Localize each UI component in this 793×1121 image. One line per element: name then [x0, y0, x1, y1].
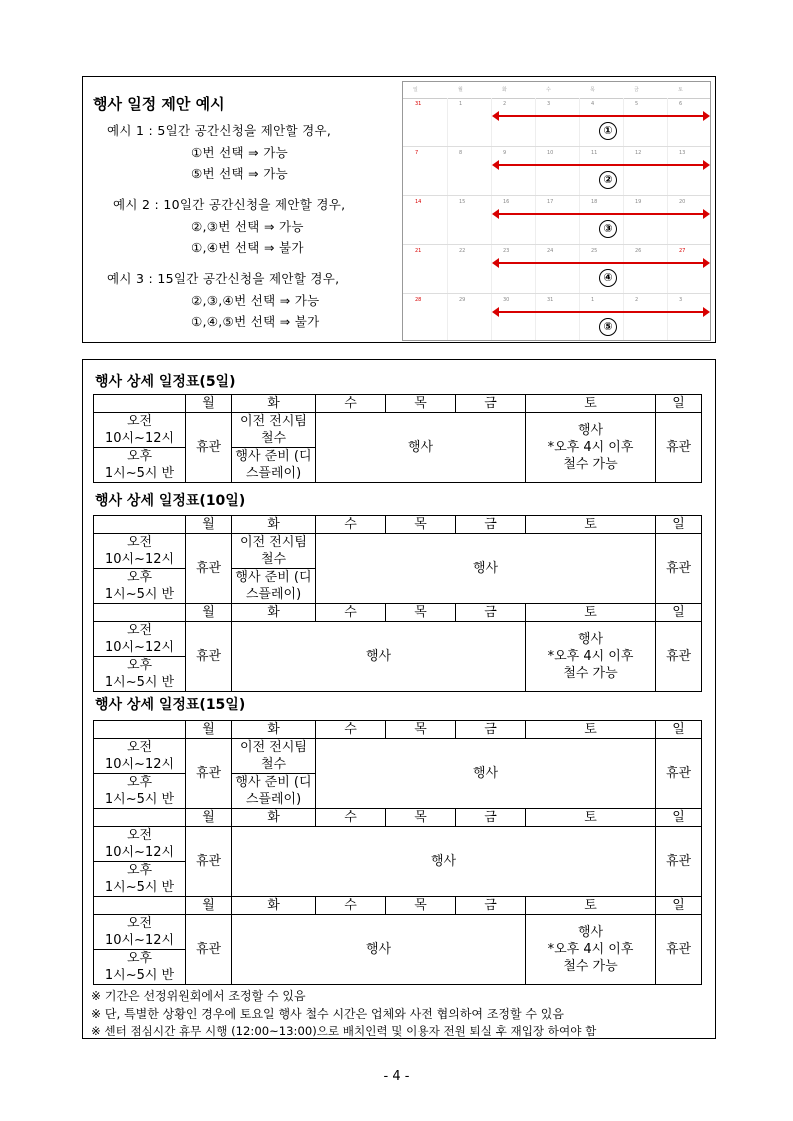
table-cell: 휴관 [186, 622, 232, 692]
calendar-day: 24 [547, 248, 554, 254]
table-cell: 목 [386, 604, 456, 622]
table-cell: 월 [186, 604, 232, 622]
calendar-day: 14 [415, 199, 422, 205]
table-header-row [94, 516, 702, 534]
table-cell: 행사 *오후 4시 이후 철수 가능 [526, 915, 656, 985]
table-cell: 목 [386, 897, 456, 915]
table-cell [94, 516, 186, 534]
table-cell [94, 809, 186, 827]
table-cell: 수 [316, 809, 386, 827]
table-cell: 금 [456, 721, 526, 739]
table-cell: 화 [232, 516, 316, 534]
example-line: ②,③번 선택 ⇒ 가능 [191, 219, 304, 234]
calendar-day: 13 [679, 150, 686, 156]
table-cell: 화 [232, 809, 316, 827]
table-cell: 휴관 [656, 622, 702, 692]
table-cell: 오전 10시~12시 [94, 915, 186, 950]
calendar-day: 21 [415, 248, 422, 254]
table-cell [94, 721, 186, 739]
example-line: ①,④번 선택 ⇒ 불가 [191, 240, 304, 255]
table-header-row [94, 897, 702, 915]
table-cell: 수 [316, 897, 386, 915]
calendar-week [403, 147, 710, 196]
weekday-label: 목 [590, 87, 595, 93]
table-cell: 수 [316, 604, 386, 622]
calendar-day: 31 [547, 297, 554, 303]
calendar-day: 6 [679, 101, 683, 107]
table-cell [94, 897, 186, 915]
weekday-label: 월 [458, 87, 463, 93]
table-header-row [94, 604, 702, 622]
table-cell: 월 [186, 395, 232, 413]
table-cell: 행사 [232, 827, 656, 897]
weekday-label: 금 [634, 87, 639, 93]
table-cell: 월 [186, 721, 232, 739]
schedule-table-5 [93, 394, 702, 483]
calendar-image [402, 81, 711, 341]
weekday-label: 수 [546, 87, 551, 93]
note-line: ※ 센터 점심시간 휴무 시행 (12:00~13:00)으로 배치인력 및 이용자 전원 퇴실 후 재입장 하여야 함 [91, 1024, 597, 1038]
table-cell: 행사 [316, 413, 526, 483]
table-cell: 일 [656, 604, 702, 622]
note-line: ※ 단, 특별한 상황인 경우에 토요일 행사 철수 시간은 업체와 사전 협의하여 조정할 수 있음 [91, 1007, 564, 1021]
range-arrow [498, 311, 704, 313]
table-cell: 토 [526, 897, 656, 915]
example-line: ①번 선택 ⇒ 가능 [191, 145, 288, 160]
table-cell: 행사 준비 (디스플레이) [232, 774, 316, 809]
table-cell: 토 [526, 395, 656, 413]
calendar-day: 15 [459, 199, 466, 205]
table-cell: 오전 10시~12시 [94, 534, 186, 569]
example-line: ①,④,⑤번 선택 ⇒ 불가 [191, 314, 320, 329]
calendar-day: 12 [635, 150, 642, 156]
schedule-table-10 [93, 515, 702, 692]
table-cell: 휴관 [656, 739, 702, 809]
table-cell [94, 395, 186, 413]
calendar-day: 7 [415, 150, 419, 156]
calendar-day: 11 [591, 150, 598, 156]
table-cell: 금 [456, 809, 526, 827]
table-row [94, 915, 702, 950]
range-arrow [498, 115, 704, 117]
table-cell: 수 [316, 516, 386, 534]
table-cell: 화 [232, 395, 316, 413]
table-cell: 일 [656, 721, 702, 739]
calendar-day: 26 [635, 248, 642, 254]
table-cell: 이전 전시팀 철수 [232, 739, 316, 774]
week-marker: ② [599, 171, 617, 189]
table-cell: 이전 전시팀 철수 [232, 534, 316, 569]
table-cell: 일 [656, 516, 702, 534]
calendar-day: 22 [459, 248, 466, 254]
table-cell: 오후 1시~5시 반 [94, 448, 186, 483]
range-arrow [498, 262, 704, 264]
table-cell: 휴관 [656, 413, 702, 483]
table-cell: 화 [232, 604, 316, 622]
example-line: ⑤번 선택 ⇒ 가능 [191, 166, 288, 181]
table-cell: 휴관 [186, 915, 232, 985]
table-cell: 휴관 [656, 534, 702, 604]
table-cell: 휴관 [186, 413, 232, 483]
table-row [94, 413, 702, 448]
week-marker: ③ [599, 220, 617, 238]
table-cell: 오전 10시~12시 [94, 739, 186, 774]
weekday-label: 토 [678, 87, 683, 93]
schedule-table-15 [93, 720, 702, 985]
table-cell: 일 [656, 897, 702, 915]
calendar-day: 16 [503, 199, 510, 205]
calendar-day: 3 [547, 101, 551, 107]
table-cell: 행사 준비 (디스플레이) [232, 448, 316, 483]
table-cell: 금 [456, 604, 526, 622]
table-cell: 금 [456, 516, 526, 534]
table-cell: 휴관 [186, 534, 232, 604]
range-arrow [498, 213, 704, 215]
table-cell: 토 [526, 721, 656, 739]
example-line: 예시 3 : 15일간 공간신청을 제안할 경우, [107, 271, 340, 286]
table-cell [94, 604, 186, 622]
table-cell: 월 [186, 809, 232, 827]
range-arrow [498, 164, 704, 166]
table-cell: 오후 1시~5시 반 [94, 950, 186, 985]
table-cell: 오후 1시~5시 반 [94, 862, 186, 897]
table-cell: 일 [656, 809, 702, 827]
calendar-day: 23 [503, 248, 510, 254]
calendar-day: 9 [503, 150, 507, 156]
table-cell: 행사 준비 (디스플레이) [232, 569, 316, 604]
page-number: - 4 - [383, 1069, 410, 1084]
table-cell: 목 [386, 516, 456, 534]
calendar-week [403, 245, 710, 294]
table-cell: 오후 1시~5시 반 [94, 657, 186, 692]
calendar-day: 10 [547, 150, 554, 156]
calendar-header [403, 82, 710, 99]
calendar-week [403, 196, 710, 245]
calendar-day: 5 [635, 101, 639, 107]
example-line: 예시 2 : 10일간 공간신청을 제안할 경우, [113, 197, 346, 212]
calendar-day: 8 [459, 150, 463, 156]
calendar-day: 17 [547, 199, 554, 205]
weekday-label: 화 [502, 87, 507, 93]
calendar-day: 4 [591, 101, 595, 107]
table-cell: 행사 [316, 739, 656, 809]
calendar-day: 1 [459, 101, 463, 107]
table-cell: 금 [456, 395, 526, 413]
example-title: 행사 일정 제안 예시 [93, 95, 225, 113]
calendar-day: 18 [591, 199, 598, 205]
table-cell: 월 [186, 516, 232, 534]
table-cell: 금 [456, 897, 526, 915]
table-cell: 오후 1시~5시 반 [94, 569, 186, 604]
calendar-day: 31 [415, 101, 422, 107]
calendar-day: 25 [591, 248, 598, 254]
table-row [94, 739, 702, 774]
table-cell: 휴관 [186, 827, 232, 897]
table-cell: 수 [316, 395, 386, 413]
table-cell: 목 [386, 395, 456, 413]
calendar-day: 20 [679, 199, 686, 205]
table-cell: 화 [232, 721, 316, 739]
week-marker: ④ [599, 269, 617, 287]
section-title: 행사 상세 일정표(5일) [95, 374, 236, 390]
table-header-row [94, 721, 702, 739]
table-row [94, 827, 702, 862]
schedule-box [82, 359, 716, 1039]
table-row [94, 534, 702, 569]
table-cell: 목 [386, 809, 456, 827]
table-cell: 월 [186, 897, 232, 915]
table-cell: 오전 10시~12시 [94, 827, 186, 862]
table-cell: 화 [232, 897, 316, 915]
table-cell: 오전 10시~12시 [94, 413, 186, 448]
table-header-row [94, 395, 702, 413]
table-cell: 이전 전시팀 철수 [232, 413, 316, 448]
example-box [82, 76, 716, 343]
table-cell: 행사 [232, 622, 526, 692]
table-row [94, 622, 702, 657]
calendar-day: 19 [635, 199, 642, 205]
section-title: 행사 상세 일정표(10일) [95, 493, 246, 509]
table-header-row [94, 809, 702, 827]
calendar-day: 3 [679, 297, 683, 303]
table-cell: 휴관 [656, 827, 702, 897]
example-line: ②,③,④번 선택 ⇒ 가능 [191, 293, 320, 308]
table-cell: 오전 10시~12시 [94, 622, 186, 657]
table-cell: 행사 *오후 4시 이후 철수 가능 [526, 622, 656, 692]
calendar-day: 27 [679, 248, 686, 254]
calendar-day: 2 [503, 101, 507, 107]
table-cell: 토 [526, 604, 656, 622]
table-cell: 토 [526, 809, 656, 827]
table-cell: 일 [656, 395, 702, 413]
week-marker: ⑤ [599, 318, 617, 336]
calendar-week [403, 98, 710, 147]
calendar-day: 1 [591, 297, 595, 303]
calendar-day: 29 [459, 297, 466, 303]
table-cell: 휴관 [656, 915, 702, 985]
table-cell: 수 [316, 721, 386, 739]
calendar-week [403, 294, 710, 342]
table-cell: 행사 [232, 915, 526, 985]
week-marker: ① [599, 122, 617, 140]
weekday-label: 일 [413, 87, 418, 93]
note-line: ※ 기간은 선정위원회에서 조정할 수 있음 [91, 989, 306, 1003]
table-cell: 토 [526, 516, 656, 534]
example-line: 예시 1 : 5일간 공간신청을 제안할 경우, [107, 123, 332, 138]
table-cell: 휴관 [186, 739, 232, 809]
table-cell: 목 [386, 721, 456, 739]
table-cell: 행사 [316, 534, 656, 604]
calendar-day: 28 [415, 297, 422, 303]
calendar-day: 30 [503, 297, 510, 303]
table-cell: 행사 *오후 4시 이후 철수 가능 [526, 413, 656, 483]
calendar-day: 2 [635, 297, 639, 303]
section-title: 행사 상세 일정표(15일) [95, 697, 246, 713]
table-cell: 오후 1시~5시 반 [94, 774, 186, 809]
